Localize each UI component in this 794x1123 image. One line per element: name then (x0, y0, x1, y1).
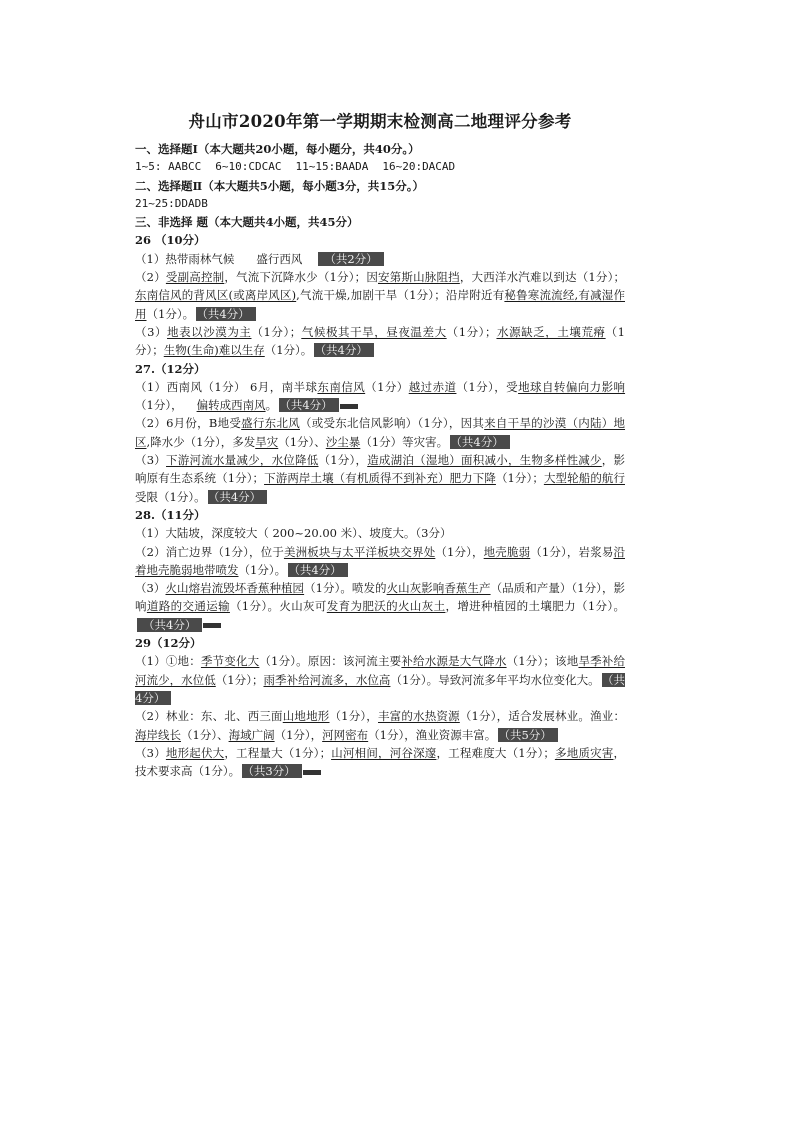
underlined-key-point: 美洲板块与太平洋板块交界处 (283, 544, 436, 559)
answer-text: （1分），渔业资源丰富。 (368, 727, 497, 742)
answer-text: （1分）、 (181, 727, 229, 742)
underlined-key-point: 来自干旱的沙漠（内陆）地区 (135, 416, 626, 449)
answer-text: （1）大陆坡，深度较大（ 200~20.00 米）、坡度大。（3分） (135, 526, 452, 541)
underlined-key-point: 地表以沙漠为主 (167, 324, 252, 339)
underlined-key-point: 大型轮船的航行 (543, 471, 625, 486)
underlined-key-point: 发育为肥沃的火山灰土 (326, 599, 446, 614)
answer-text: （1分）。 (238, 562, 287, 577)
underlined-key-point: 偏转成西南风 (196, 398, 266, 413)
answer-text: ，大西洋水汽难以到达（1分）； (459, 270, 626, 285)
answer-text: （1分）。火山灰可 (229, 599, 327, 614)
underlined-key-point: 旱季补给河流少，水位低 (135, 654, 625, 687)
answer-text: （1分）。原因：该河流主要 (259, 654, 402, 669)
answer-text: ,气流干燥,加剧干旱（1分）；沿岸附近有 (296, 288, 505, 303)
q29-part-2 (135, 707, 625, 744)
q26-part-3 (135, 323, 625, 360)
underlined-key-point: 安第斯山脉阻挡 (378, 270, 460, 285)
section-1-heading: 一、选择题Ⅰ（本大题共20小题，每小题分，共40分。） (135, 142, 420, 156)
answer-text: （3） (135, 453, 167, 468)
underlined-key-point: 道路的交通运输 (146, 599, 230, 614)
underlined-key-point: 河网密布 (322, 727, 369, 742)
answer-text: （1分）； (135, 324, 625, 358)
answer-text: （1分）， (318, 453, 368, 468)
answer-text: （1分） (365, 379, 409, 394)
answer-text: （1分）。 (264, 343, 313, 358)
answer-text: （1分）， (274, 727, 323, 742)
underlined-key-point: 多地质灾害 (554, 745, 614, 760)
scan-mark (303, 770, 321, 775)
underlined-key-point: 海域广阔 (228, 727, 275, 742)
answer-text: （或受东北信风影响）（1分），因其 (299, 416, 485, 431)
q26-part-1 (135, 250, 625, 268)
score-box: （共2分） (318, 252, 383, 266)
answers-6-10: 6~10:CDCAC (215, 160, 282, 174)
underlined-key-point: 秘鲁寒流流经,有减湿作用 (135, 288, 625, 321)
underlined-key-point: 造成湖泊（湿地）面积减小，生物多样性减少 (367, 453, 602, 468)
underlined-key-point: 下游河流水量减少，水位降低 (166, 453, 319, 468)
underlined-key-point: 地壳脆弱 (483, 544, 531, 559)
underlined-key-point: 山河相间，河谷深邃 (331, 745, 437, 760)
q26-1-answer-b: 盛行西风 (256, 251, 303, 266)
underlined-key-point: 东南信风 (317, 379, 366, 394)
answer-text: （1分）。喷发的 (304, 581, 387, 596)
score-box: （共4分） (196, 307, 256, 321)
score-box: （共4分） (137, 618, 202, 632)
underlined-key-point: 地形起伏大 (165, 745, 225, 760)
answer-key-document (135, 110, 625, 780)
answer-text: ，气流下沉降水少（1分）；因 (224, 270, 379, 285)
answer-text: （1分）， (435, 544, 484, 559)
underlined-key-point: 受副高控制 (165, 270, 225, 285)
answer-text: ，增进种植园的土壤肥力（1分）。 (445, 599, 625, 614)
answer-text: （3） (135, 745, 166, 760)
score-box: （共4分） (279, 398, 339, 412)
underlined-key-point: 越过赤道 (408, 379, 457, 394)
answer-text: 。 (265, 398, 278, 413)
answers-16-20: 16~20:DACAD (382, 160, 456, 174)
score-box: （共4分） (450, 435, 510, 449)
answers-21-25: 21~25:DDADB (135, 196, 208, 210)
answer-text: （1分）； (495, 471, 544, 486)
answer-text: （1分）； (446, 324, 497, 339)
answer-text: （2）6月份，B地受 (135, 416, 242, 431)
document-title: 舟山市2020年第一学期期末检测高二地理评分参考 (188, 112, 572, 131)
scan-mark (203, 623, 221, 628)
answer-text: （2） (135, 270, 166, 285)
underlined-key-point: 沿着地壳脆弱地带喷发 (135, 544, 625, 577)
answer-text: （1分）， (135, 398, 183, 413)
answers-11-15: 11~15:BAADA (295, 160, 369, 174)
scan-mark (340, 404, 358, 409)
section-2-heading: 二、选择题Ⅱ（本大题共5小题，每小题3分，共15分。） (135, 178, 424, 193)
q26-1-answer-a: （1）热带雨林气候 (135, 251, 235, 266)
answer-text: （1分）等灾害。 (360, 434, 449, 449)
q27-part-3 (135, 451, 625, 506)
answer-text: （1分）、 (278, 434, 326, 449)
answer-text: （3） (135, 581, 166, 596)
answer-text: （1分）， (329, 709, 378, 724)
underlined-key-point: 丰富的水热资源 (378, 709, 460, 724)
q28-header: 28.（11分） (135, 507, 206, 522)
answer-text: 受限（1分）。 (135, 489, 206, 504)
underlined-key-point: 火山灰影响香蕉生产 (386, 581, 491, 596)
underlined-key-point: 下游两岸土壤（有机质得不到补充）肥力下降 (264, 471, 496, 486)
q27-part-2 (135, 414, 625, 451)
q26-part-2 (135, 268, 625, 323)
q28-part-2 (135, 543, 625, 580)
underlined-key-point: 盛行东北风 (241, 416, 300, 431)
q27-part-1 (135, 378, 625, 415)
score-box: （共3分） (242, 764, 302, 778)
answer-text: （品质和产量）（1分），影响 (135, 581, 625, 614)
q29-part-1 (135, 652, 625, 707)
score-box: （共4分） (288, 563, 348, 577)
underlined-key-point: 季节变化大 (200, 654, 260, 669)
answer-text: ，技术要求高（1分）。 (135, 745, 626, 779)
underlined-key-point: 补给水源是大气降水 (401, 654, 507, 669)
underlined-key-point: 旱灾 (255, 434, 279, 449)
score-box: （共4分） (135, 672, 626, 705)
answer-text: （1分），岩浆易 (530, 544, 614, 559)
answer-text: （1）西南风（1分） 6月，南半球 (135, 379, 318, 394)
underlined-key-point: 水源缺乏，土壤荒瘠 (496, 324, 606, 339)
answer-text: ,降水少（1分），多发 (146, 434, 256, 449)
underlined-key-point: 气候极其干旱，昼夜温差大 (301, 324, 447, 339)
q29-header: 29（12分） (135, 636, 202, 651)
underlined-key-point: 海岸线长 (135, 727, 181, 742)
answer-text: （1分）。 (146, 306, 195, 321)
answer-text: ，工程难度大（1分）； (436, 745, 555, 760)
underlined-key-point: 生物(生命)难以生存 (163, 343, 265, 358)
score-box: （共5分） (498, 728, 558, 742)
underlined-key-point: 沙尘暴 (325, 434, 361, 449)
answers-1-5: 1~5: AABCC (135, 160, 202, 174)
underlined-key-point: 雨季补给河流多，水位高 (263, 672, 391, 687)
q29-part-3 (135, 744, 625, 781)
answer-text: ，影响原有生态系统（1分）； (135, 453, 626, 486)
answer-text: （3） (135, 324, 168, 339)
underlined-key-point: 山地地形 (282, 709, 330, 724)
answer-text: （1分）。导致河流多年平均水位变化大。 (390, 672, 600, 687)
answer-text: （2）林业：东、北、西三面 (135, 709, 283, 724)
section-3-heading: 三、非选择 题（本大题共4小题，共45分） (135, 215, 359, 230)
answer-text: （1分），适合发展林业。渔业： (459, 709, 625, 724)
q26-header: 26 （10分） (135, 233, 206, 248)
q27-header: 27.（12分） (135, 361, 206, 376)
answer-text: ，工程量大（1分）； (224, 745, 332, 760)
underlined-key-point: 火山熔岩流毁坏香蕉种植园 (165, 581, 305, 596)
underlined-key-point: 地球自转偏向力影响 (518, 379, 626, 394)
underlined-key-point: 东南信风的背风区(或离岸风区) (135, 288, 297, 303)
score-box: （共4分） (314, 343, 374, 357)
answer-text: （1分）； (251, 324, 302, 339)
section-1-answers (135, 158, 625, 176)
score-box: （共4分） (208, 490, 268, 504)
answer-text: （1分）； (215, 672, 264, 687)
answer-text: （1）①地： (135, 654, 201, 669)
q28-part-3 (135, 579, 625, 634)
q28-part-1 (135, 524, 625, 542)
answer-text: （1分），受 (456, 379, 519, 394)
answer-text: （2）消亡边界（1分），位于 (135, 544, 284, 559)
answer-text: （1分）；该地 (506, 654, 579, 669)
